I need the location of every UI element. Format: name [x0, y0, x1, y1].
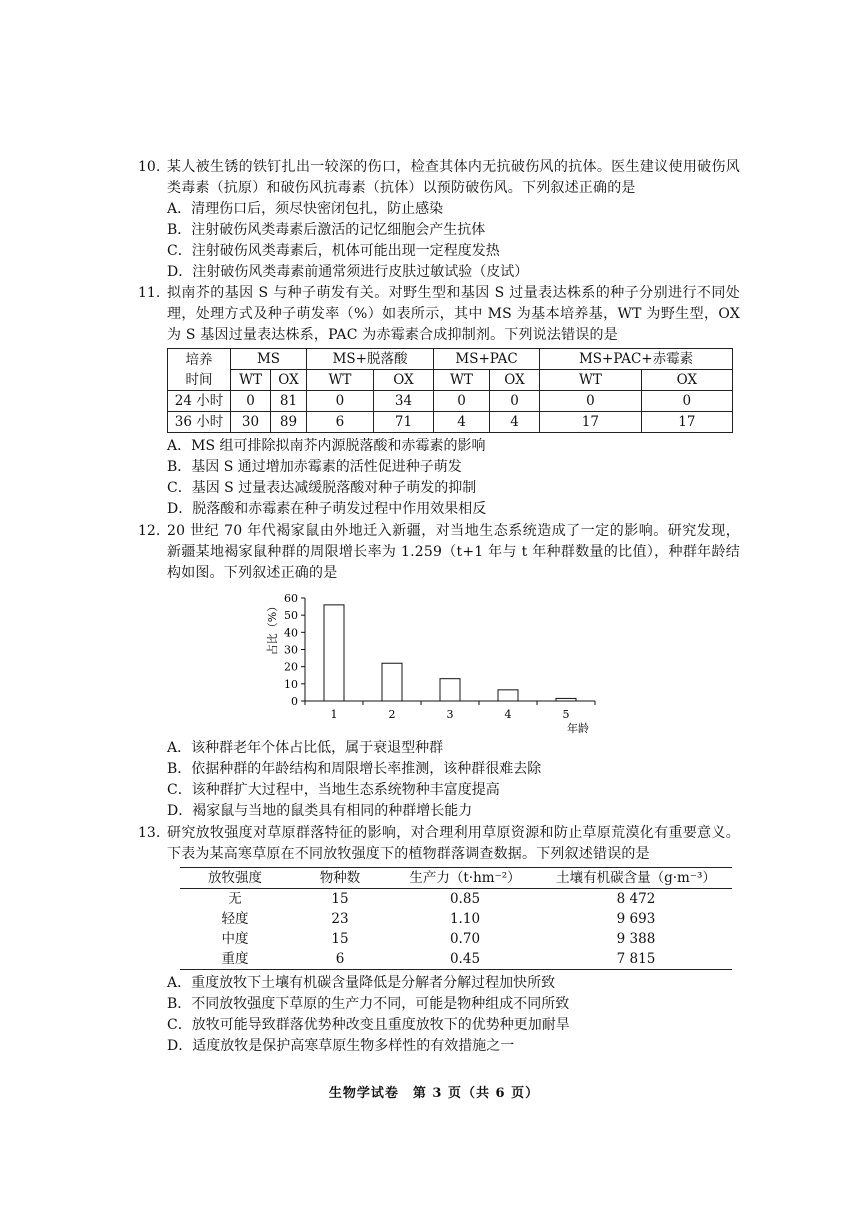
table-cell: 8 472: [616, 890, 656, 907]
table-corner-cell: [168, 349, 231, 391]
table-row: [180, 889, 732, 910]
corner-label-bottom: 时间: [185, 371, 213, 388]
table-row: [168, 412, 733, 433]
option-a: A．清理伤口后，须尽快密闭包扎，防止感染: [167, 201, 444, 217]
bar: [498, 690, 518, 701]
x-tick-label: 5: [562, 708, 570, 721]
table-row: [180, 909, 732, 929]
column-header: 物种数: [290, 868, 390, 889]
table-cell: 89: [271, 412, 307, 433]
option-d: D．适度放牧是保护高寒草原生物多样性的有效措施之一: [167, 1038, 515, 1054]
option-a: A．该种群老年个体占比低，属于衰退型种群: [167, 740, 444, 756]
question-number: 10.: [138, 159, 161, 175]
table-cell: 71: [373, 412, 433, 433]
table-cell: 6: [306, 412, 373, 433]
table-cell: 重度: [180, 949, 290, 970]
option-a: A．重度放牧下土壤有机碳含量降低是分解者分解过程加快所致: [167, 975, 556, 991]
question-12-options: [140, 738, 740, 822]
x-tick-label: 1: [330, 708, 338, 721]
group-header: MS+脱落酸: [306, 349, 433, 370]
table-cell: 9 693: [616, 910, 656, 927]
question-11: [140, 283, 740, 346]
subheader: WT: [540, 370, 642, 391]
table-cell: 9 388: [616, 930, 656, 947]
option-b: B．注射破伤风类毒素后激活的记忆细胞会产生抗体: [167, 222, 486, 238]
question-13: [140, 823, 740, 865]
column-header: 放牧强度: [180, 868, 290, 889]
question-11-options: [140, 436, 740, 520]
question-number: 13.: [138, 825, 161, 841]
x-tick-label: 4: [504, 708, 512, 721]
subheader: OX: [489, 370, 539, 391]
page-footer: 生物学试卷 第 3 页（共 6 页）: [328, 1086, 540, 1101]
table-cell: 30: [231, 412, 271, 433]
option-d: D．脱落酸和赤霉素在种子萌发过程中作用效果相反: [167, 501, 487, 517]
table-cell: 0: [306, 391, 373, 412]
grazing-table: [180, 867, 732, 970]
group-header: MS: [231, 349, 307, 370]
option-d: D．注射破伤风类毒素前通常须进行皮肤过敏试验（皮试）: [167, 264, 529, 280]
option-c: C．注射破伤风类毒素后，机体可能出现一定程度发热: [167, 243, 500, 259]
y-tick-labels: [284, 592, 298, 708]
row-label: 36 小时: [168, 412, 231, 433]
option-c: C．基因 S 过量表达减缓脱落酸对种子萌发的抑制: [167, 480, 477, 496]
column-header: 土壤有机碳含量（g·m⁻³）: [540, 868, 732, 889]
table-row: [180, 949, 732, 970]
bar: [382, 663, 402, 701]
question-stem: 某人被生锈的铁钉扎出一较深的伤口，检查其体内无抗破伤风的抗体。医生建议使用破伤风类毒素（抗原）和破伤风抗毒素（抗体）以预防破伤风。下列叙述正确的是: [167, 159, 740, 196]
table-cell: 0: [434, 391, 490, 412]
question-stem: 20 世纪 70 年代褐家鼠由外地迁入新疆，对当地生态系统造成了一定的影响。研究发现，新疆某地褐家鼠种群的周限增长率为 1.259（t+1 年与 t 年种群数量的比值），种群年龄结构如图。下列叙述正确的是: [167, 523, 740, 581]
table-cell: 4: [434, 412, 490, 433]
chart-bars: [324, 605, 576, 701]
option-a: A．MS 组可排除拟南芥内源脱落酸和赤霉素的影响: [167, 438, 486, 454]
x-axis-label: 年龄: [567, 722, 589, 735]
table-cell: 17: [540, 412, 642, 433]
question-stem: 研究放牧强度对草原群落特征的影响，对合理利用草原资源和防止草原荒漠化有重要意义。下表为某高寒草原在不同放牧强度下的植物群落调查数据。下列叙述错误的是: [167, 825, 740, 862]
table-row: [180, 929, 732, 949]
option-b: B．依据种群的年龄结构和周限增长率推测，该种群很难去除: [167, 761, 542, 777]
table-cell: 81: [271, 391, 307, 412]
subheader: WT: [231, 370, 271, 391]
question-number: 12.: [138, 523, 161, 539]
subheader: OX: [373, 370, 433, 391]
table-cell: 0: [540, 391, 642, 412]
row-label: 24 小时: [168, 391, 231, 412]
y-tick-label: 40: [284, 626, 298, 640]
column-header: 生产力（t·hm⁻²）: [390, 868, 540, 889]
question-10: [140, 157, 740, 283]
y-tick-label: 30: [284, 643, 298, 657]
question-12: [140, 521, 740, 584]
table-cell: 无: [228, 890, 242, 907]
y-tick-label: 20: [284, 660, 298, 674]
option-b: B．不同放牧强度下草原的生产力不同，可能是物种组成不同所致: [167, 996, 570, 1012]
subheader: WT: [434, 370, 490, 391]
option-b: B．基因 S 通过增加赤霉素的活性促进种子萌发: [167, 459, 462, 475]
question-13-options: [140, 973, 740, 1057]
subheader: OX: [641, 370, 732, 391]
table-cell: 1.10: [449, 910, 481, 927]
option-c: C．该种群扩大过程中，当地生态系统物种丰富度提高: [167, 782, 500, 798]
bar: [556, 698, 576, 701]
table-cell: 4: [489, 412, 539, 433]
group-header: MS+PAC+赤霉素: [540, 349, 733, 370]
table-cell: 0.85: [449, 890, 481, 907]
table-cell: 23: [331, 910, 349, 927]
table-cell: 轻度: [221, 910, 249, 927]
table-cell: 0: [231, 391, 271, 412]
question-number: 11.: [138, 285, 161, 301]
group-header: MS+PAC: [434, 349, 540, 370]
subheader: OX: [271, 370, 307, 391]
subheader: WT: [306, 370, 373, 391]
option-d: D．褐家鼠与当地的鼠类具有相同的种群增长能力: [167, 803, 473, 819]
y-tick-label: 60: [284, 592, 298, 605]
x-tick-labels: [331, 708, 570, 721]
question-stem: 拟南芥的基因 S 与种子萌发有关。对野生型和基因 S 过量表达株系的种子分别进行不同处理，处理方式及种子萌发率（%）如表所示，其中 MS 为基本培养基，WT 为野生型，OX 为 S 基因过量表达株系，PAC 为赤霉素合成抑制剂。下列说法错误的是: [167, 285, 740, 343]
y-axis-label: 占比（%）: [266, 600, 279, 656]
table-cell: 17: [641, 412, 732, 433]
table-cell: 0: [641, 391, 732, 412]
y-tick-label: 0: [291, 695, 298, 708]
table-row: [168, 391, 733, 412]
x-tick-label: 2: [388, 708, 396, 721]
table-cell: 中度: [221, 930, 249, 947]
x-tick-label: 3: [446, 708, 454, 721]
bar: [440, 679, 460, 701]
bar: [324, 605, 344, 701]
table-cell: 0.45: [390, 949, 540, 970]
table-cell: 0.70: [449, 930, 481, 947]
option-c: C．放牧可能导致群落优势种改变且重度放牧下的优势种更加耐旱: [167, 1017, 570, 1033]
table-cell: 6: [290, 949, 390, 970]
corner-label-top: 培养: [185, 351, 213, 368]
germination-table: [167, 348, 733, 433]
table-cell: 34: [373, 391, 433, 412]
table-cell: 15: [331, 890, 349, 907]
table-cell: 15: [331, 930, 349, 947]
table-cell: 0: [489, 391, 539, 412]
table-cell: 7 815: [540, 949, 732, 970]
age-structure-chart: [265, 586, 605, 736]
y-tick-label: 10: [284, 677, 298, 691]
y-tick-label: 50: [284, 609, 298, 623]
